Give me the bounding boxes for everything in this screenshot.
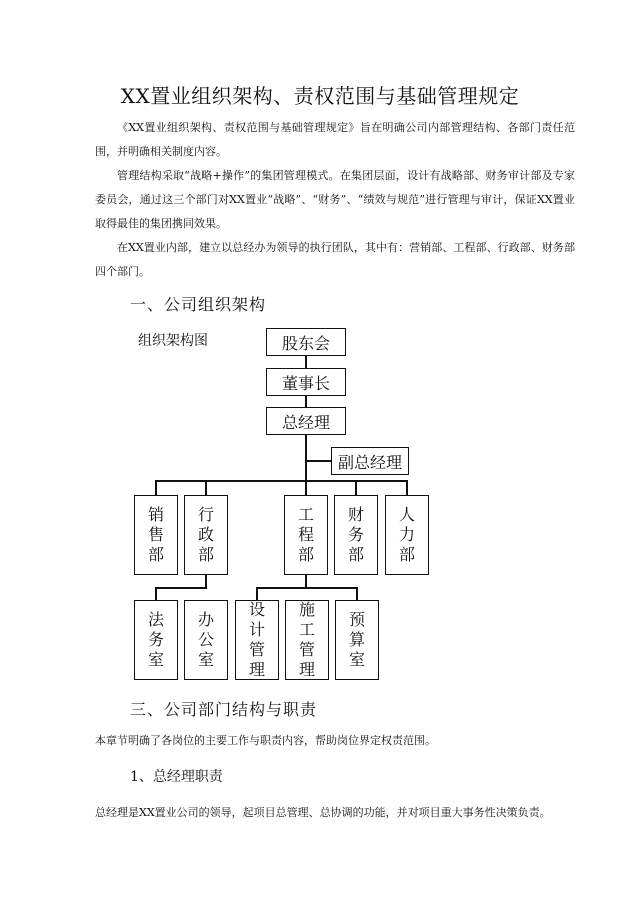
org-node-engineering: 工 程 部 xyxy=(284,495,328,575)
connector-line xyxy=(305,575,307,587)
connector-line xyxy=(256,587,258,600)
org-node-chairman: 董事长 xyxy=(266,368,346,396)
org-node-deputy-gm: 副总经理 xyxy=(331,447,409,475)
connector-line xyxy=(205,575,207,587)
document-title: XX置业组织架构、责权范围与基础管理规定 xyxy=(120,84,520,108)
connector-line xyxy=(355,480,357,495)
org-node-sales: 销 售 部 xyxy=(134,495,178,575)
org-node-hr: 人 力 部 xyxy=(385,495,429,575)
gm-duties-text: 总经理是XX置业公司的领导，起项目总管理、总协调的功能，并对项目重大事务性决策负责。 xyxy=(95,806,551,819)
connector-line xyxy=(205,480,207,495)
connector-line xyxy=(155,480,408,482)
connector-line xyxy=(305,480,307,495)
section-heading-departments: 三、公司部门结构与职责 xyxy=(130,700,318,719)
connector-line xyxy=(155,587,157,600)
org-node-admin: 行 政 部 xyxy=(184,495,228,575)
connector-line xyxy=(356,587,358,600)
org-chart-label: 组织架构图 xyxy=(138,333,208,349)
org-node-budget: 预 算 室 xyxy=(335,600,379,680)
intro-paragraph-1: 《XX置业组织架构、责权范围与基础管理规定》旨在明确公司内部管理结构、各部门责任范围，并明确相关制度内容。 xyxy=(95,121,575,158)
org-node-construction-mgmt: 施 工 管 理 xyxy=(285,600,329,680)
connector-line xyxy=(406,480,408,495)
connector-line xyxy=(256,587,358,589)
org-node-general-manager: 总经理 xyxy=(266,407,346,435)
section-description: 本章节明确了各岗位的主要工作与职责内容，帮助岗位界定权责范围。 xyxy=(95,734,436,747)
intro-paragraph-3: 在XX置业内部，建立以总经办为领导的执行团队，其中有：营销部、工程部、行政部、财务部四个部门。 xyxy=(95,241,575,278)
org-node-office: 办 公 室 xyxy=(184,600,228,680)
section-heading-org: 一、公司组织架构 xyxy=(130,295,267,314)
connector-line xyxy=(306,460,331,462)
org-node-shareholders: 股东会 xyxy=(266,328,346,356)
org-node-finance: 财 务 部 xyxy=(334,495,378,575)
connector-line xyxy=(305,356,307,368)
subsection-heading-gm: 1、总经理职责 xyxy=(130,769,223,785)
connector-line xyxy=(155,480,157,495)
intro-paragraph-2: 管理结构采取“战略+操作”的集团管理模式。在集团层面，设计有战略部、财务审计部及专家委员会，通过这三个部门对XX置业“战略”、“财务”、“绩效与规范”进行管理与审计，保证XX置业取得最佳的集团携同效果。 xyxy=(95,169,575,230)
connector-line xyxy=(155,587,207,589)
connector-line xyxy=(305,435,307,480)
org-node-legal: 法 务 室 xyxy=(134,600,178,680)
org-node-design-mgmt: 设 计 管 理 xyxy=(235,600,279,680)
